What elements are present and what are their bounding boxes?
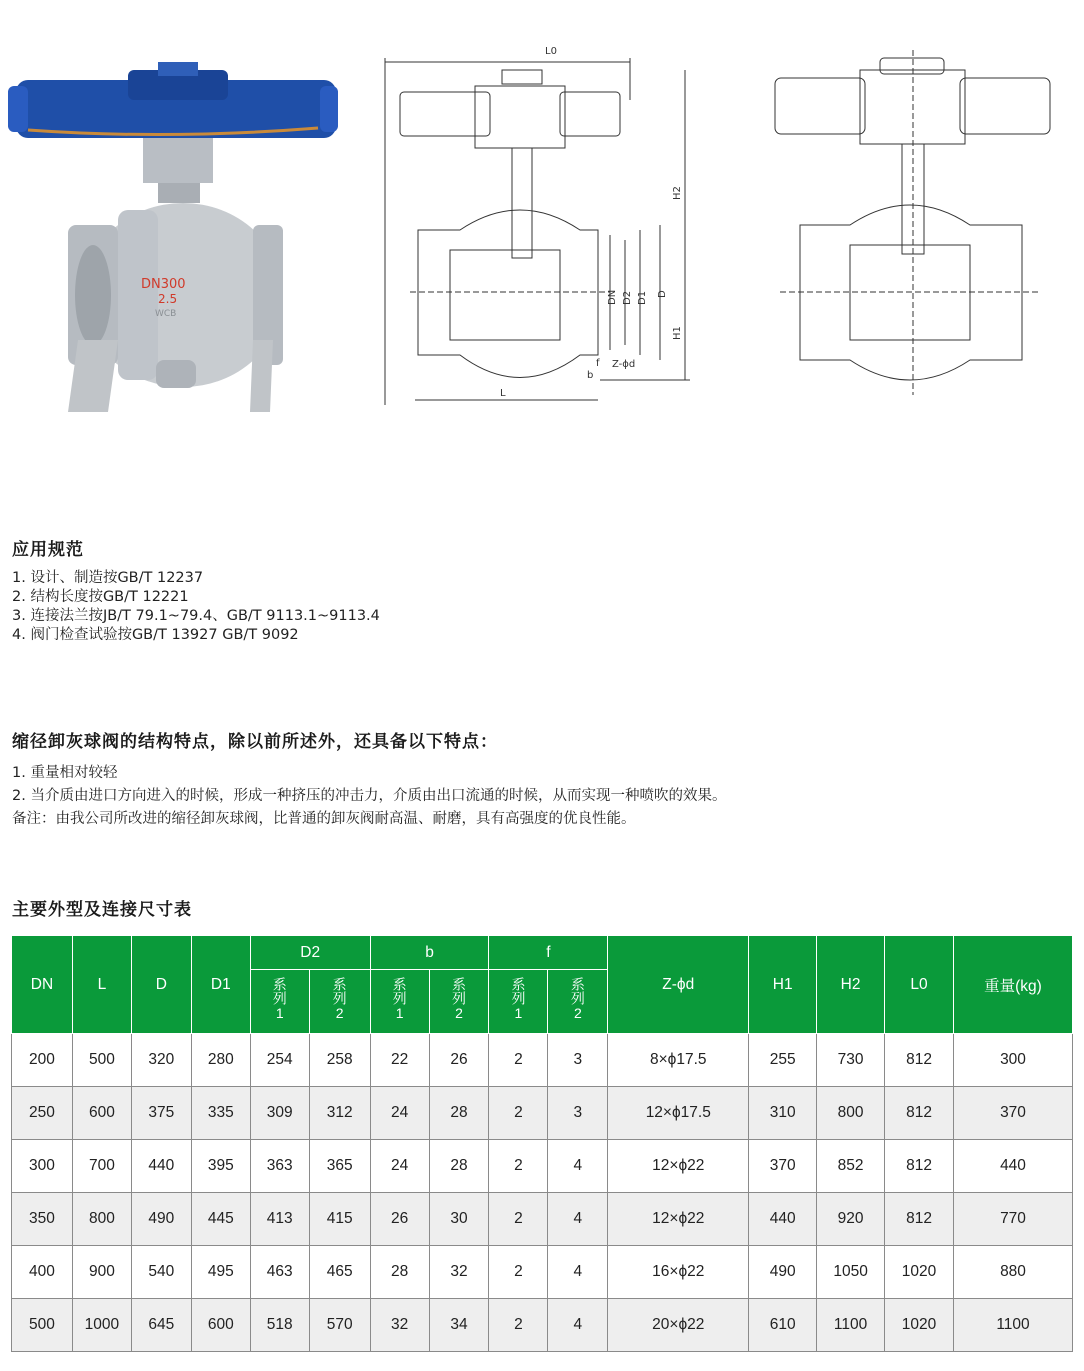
table-cell: 32: [370, 1299, 429, 1352]
table-cell: 812: [885, 1193, 954, 1246]
table-cell: 12×ϕ22: [608, 1140, 749, 1193]
table-cell: 900: [72, 1246, 131, 1299]
table-cell: 2: [489, 1299, 548, 1352]
flange-text-3: WCB: [155, 309, 177, 319]
feature-item-2: 2. 当介质由进口方向进入的时候，形成一种挤压的冲击力，介质由出口流通的时候，从而实现一种喷吹的效果。: [12, 788, 727, 804]
table-cell: 312: [309, 1087, 370, 1140]
table-cell: 495: [191, 1246, 250, 1299]
flange-text-2: 2.5: [158, 292, 178, 306]
table-cell: 1000: [72, 1299, 131, 1352]
table-cell: 540: [131, 1246, 191, 1299]
table-cell: 440: [749, 1193, 817, 1246]
header-f-series2: 系列2: [548, 970, 608, 1034]
table-cell: 415: [309, 1193, 370, 1246]
table-cell: 370: [749, 1140, 817, 1193]
table-cell: 28: [429, 1140, 489, 1193]
spec-item-4: 4. 阀门检查试验按GB/T 13927 GB/T 9092: [12, 627, 299, 643]
table-cell: 440: [131, 1140, 191, 1193]
table-cell: 920: [817, 1193, 885, 1246]
table-cell: 1020: [885, 1299, 954, 1352]
table-cell: 3: [548, 1087, 608, 1140]
table-cell: 2: [489, 1140, 548, 1193]
table-cell: 500: [72, 1034, 131, 1087]
header-f-series1: 系列1: [489, 970, 548, 1034]
dimensions-table: [11, 935, 1073, 1352]
header-zd: Z-ϕd: [608, 936, 749, 1034]
table-cell: 32: [429, 1246, 489, 1299]
spec-item-2: 2. 结构长度按GB/T 12221: [12, 589, 189, 605]
table-cell: 30: [429, 1193, 489, 1246]
table-cell: 395: [191, 1140, 250, 1193]
label-zd: Z-ϕd: [612, 359, 636, 370]
table-cell: 24: [370, 1087, 429, 1140]
header-h2: H2: [817, 936, 885, 1034]
table-cell: 812: [885, 1087, 954, 1140]
table-cell: 880: [954, 1246, 1073, 1299]
table-cell: 8×ϕ17.5: [608, 1034, 749, 1087]
table-cell: 852: [817, 1140, 885, 1193]
feature-note: 备注：由我公司所改进的缩径卸灰球阀，比普通的卸灰阀耐高温、耐磨，具有高强度的优良性能。: [12, 811, 636, 827]
product-figures: [0, 0, 1084, 420]
table-cell: 490: [749, 1246, 817, 1299]
table-cell: 440: [954, 1140, 1073, 1193]
table-cell: 1100: [817, 1299, 885, 1352]
header-l: L: [72, 936, 131, 1034]
label-h1: H1: [672, 326, 683, 340]
table-cell: 413: [250, 1193, 309, 1246]
label-dn: DN: [607, 289, 618, 305]
table-cell: 570: [309, 1299, 370, 1352]
label-h2: H2: [672, 186, 683, 200]
table-cell: 600: [191, 1299, 250, 1352]
table-row: [12, 1299, 1073, 1352]
table-cell: 490: [131, 1193, 191, 1246]
table-row: [12, 1034, 1073, 1087]
table-cell: 2: [489, 1193, 548, 1246]
header-b: b: [370, 936, 489, 970]
table-cell: 363: [250, 1140, 309, 1193]
table-cell: 300: [12, 1140, 73, 1193]
header-dn: DN: [12, 936, 73, 1034]
table-cell: 770: [954, 1193, 1073, 1246]
header-d2-series1: 系列1: [250, 970, 309, 1034]
spec-item-3: 3. 连接法兰按JB/T 79.1~79.4、GB/T 9113.1~9113.4: [12, 608, 380, 624]
header-b-series1: 系列1: [370, 970, 429, 1034]
table-cell: 812: [885, 1034, 954, 1087]
table-title: 主要外型及连接尺寸表: [12, 900, 192, 920]
table-cell: 26: [370, 1193, 429, 1246]
label-l0: L0: [545, 46, 557, 57]
header-weight: 重量(kg): [954, 936, 1073, 1034]
spec-list: [12, 569, 380, 645]
table-cell: 24: [370, 1140, 429, 1193]
table-row: [12, 1246, 1073, 1299]
table-cell: 800: [817, 1087, 885, 1140]
table-cell: 365: [309, 1140, 370, 1193]
header-d2: D2: [250, 936, 370, 970]
spec-title: 应用规范: [12, 540, 84, 560]
table-cell: 254: [250, 1034, 309, 1087]
table-cell: 20×ϕ22: [608, 1299, 749, 1352]
table-cell: 518: [250, 1299, 309, 1352]
table-cell: 800: [72, 1193, 131, 1246]
table-cell: 34: [429, 1299, 489, 1352]
table-cell: 2: [489, 1087, 548, 1140]
table-cell: 500: [12, 1299, 73, 1352]
features-title: 缩径卸灰球阀的结构特点，除以前所述外，还具备以下特点：: [12, 732, 498, 752]
table-cell: 4: [548, 1193, 608, 1246]
table-cell: 258: [309, 1034, 370, 1087]
label-d: D: [657, 290, 668, 298]
table-cell: 350: [12, 1193, 73, 1246]
table-cell: 1100: [954, 1299, 1073, 1352]
header-h1: H1: [749, 936, 817, 1034]
table-row: [12, 1140, 1073, 1193]
table-row: [12, 1087, 1073, 1140]
label-b: b: [587, 370, 594, 381]
table-cell: 463: [250, 1246, 309, 1299]
table-row: [12, 1193, 1073, 1246]
label-l: L: [500, 388, 506, 399]
table-cell: 4: [548, 1246, 608, 1299]
table-cell: 4: [548, 1299, 608, 1352]
table-cell: 12×ϕ22: [608, 1193, 749, 1246]
features-list: [12, 762, 726, 831]
table-cell: 812: [885, 1140, 954, 1193]
table-cell: 3: [548, 1034, 608, 1087]
header-b-series2: 系列2: [429, 970, 489, 1034]
table-cell: 310: [749, 1087, 817, 1140]
table-cell: 1020: [885, 1246, 954, 1299]
side-section-drawing: [380, 40, 700, 410]
table-cell: 16×ϕ22: [608, 1246, 749, 1299]
table-cell: 22: [370, 1034, 429, 1087]
header-f: f: [489, 936, 608, 970]
table-cell: 445: [191, 1193, 250, 1246]
header-l0: L0: [885, 936, 954, 1034]
label-d1: D1: [637, 290, 648, 305]
table-body: [12, 1034, 1073, 1352]
table-cell: 280: [191, 1034, 250, 1087]
table-cell: 610: [749, 1299, 817, 1352]
table-cell: 12×ϕ17.5: [608, 1087, 749, 1140]
table-cell: 28: [429, 1087, 489, 1140]
table-cell: 2: [489, 1246, 548, 1299]
table-cell: 4: [548, 1140, 608, 1193]
table-cell: 465: [309, 1246, 370, 1299]
table-cell: 28: [370, 1246, 429, 1299]
label-d2: D2: [622, 290, 633, 305]
table-cell: 335: [191, 1087, 250, 1140]
valve-photo: [8, 40, 338, 420]
table-cell: 400: [12, 1246, 73, 1299]
table-cell: 320: [131, 1034, 191, 1087]
table-cell: 700: [72, 1140, 131, 1193]
table-cell: 300: [954, 1034, 1073, 1087]
table-cell: 730: [817, 1034, 885, 1087]
table-cell: 1050: [817, 1246, 885, 1299]
header-d: D: [131, 936, 191, 1034]
table-cell: 645: [131, 1299, 191, 1352]
table-cell: 370: [954, 1087, 1073, 1140]
table-cell: 309: [250, 1087, 309, 1140]
table-cell: 200: [12, 1034, 73, 1087]
front-section-drawing: [760, 40, 1060, 410]
header-d2-series2: 系列2: [309, 970, 370, 1034]
table-cell: 2: [489, 1034, 548, 1087]
feature-item-1: 1. 重量相对较轻: [12, 765, 118, 781]
table-cell: 255: [749, 1034, 817, 1087]
table-cell: 250: [12, 1087, 73, 1140]
flange-text-1: DN300: [141, 277, 186, 292]
header-d1: D1: [191, 936, 250, 1034]
table-cell: 26: [429, 1034, 489, 1087]
spec-item-1: 1. 设计、制造按GB/T 12237: [12, 570, 204, 586]
table-cell: 600: [72, 1087, 131, 1140]
table-cell: 375: [131, 1087, 191, 1140]
label-f: f: [596, 358, 600, 369]
